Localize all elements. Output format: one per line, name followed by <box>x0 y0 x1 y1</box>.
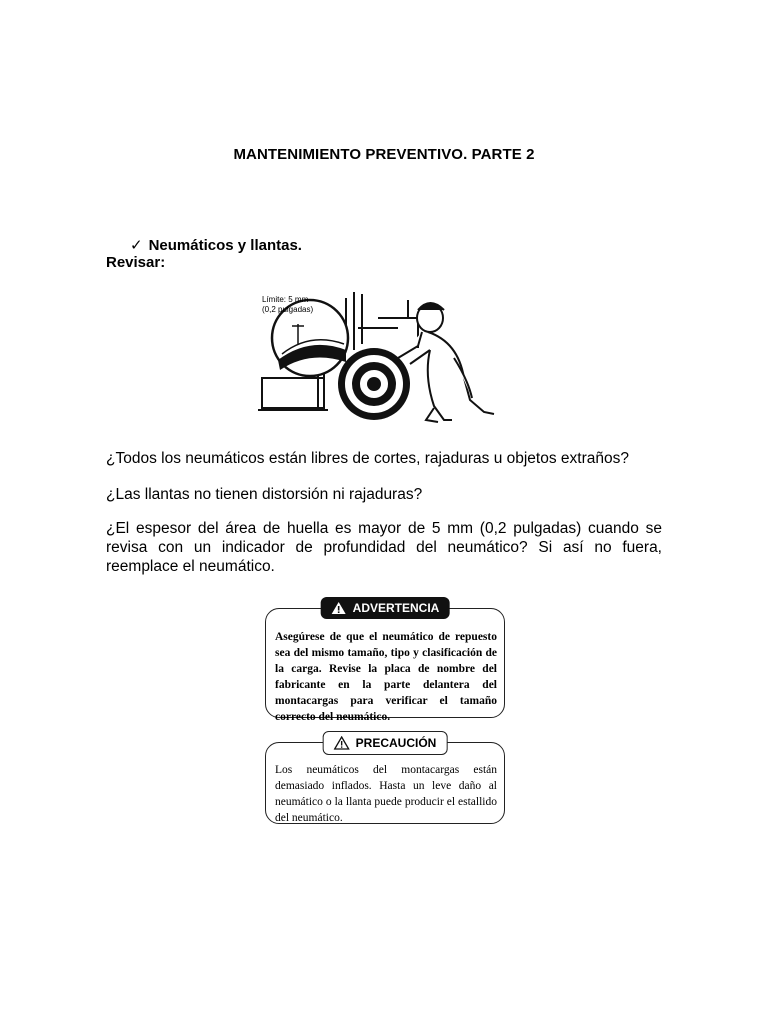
question-1: ¿Todos los neumáticos están libres de cortes, rajaduras u objetos extraños? <box>106 450 629 467</box>
warning-banner <box>321 597 450 619</box>
caution-box <box>265 736 505 824</box>
caution-text: Los neumáticos del montacargas están demasiado inflados. Hasta un leve daño al neumático o la llanta puede producir el estallido del neumático. <box>275 764 497 824</box>
warning-label: ADVERTENCIA <box>352 601 440 615</box>
tire-drawing <box>338 348 410 420</box>
limit-label-2: (0,2 pulgadas) <box>262 305 314 314</box>
limit-label-1: Límite: 5 mm <box>262 295 309 304</box>
caution-label: PRECAUCIÓN <box>355 736 437 750</box>
page-title: MANTENIMIENTO PREVENTIVO. PARTE 2 <box>233 146 535 163</box>
warning-triangle-icon <box>334 736 350 750</box>
warning-text: Asegúrese de que el neumático de repuesto sea del mismo tamaño, tipo y clasificación de la carga. Revise la placa de nombre del fabricante en la parte delantera del montacargas para verificar el tamaño correcto del neumático. <box>275 631 497 723</box>
check-icon: ✓ <box>130 237 143 254</box>
tire-inspection-illustration <box>258 288 504 434</box>
warning-box <box>265 601 505 723</box>
caution-banner <box>323 731 448 755</box>
question-2: ¿Las llantas no tienen distorsión ni rajaduras? <box>106 486 423 503</box>
section-heading-text: Neumáticos y llantas. <box>148 237 302 254</box>
section-heading <box>130 236 302 254</box>
mechanic-drawing <box>398 303 494 422</box>
question-3: ¿El espesor del área de huella es mayor de 5 mm (0,2 pulgadas) cuando se revisa con un indicador de profundidad del neumático? Si así no fuera, reemplace el neumático. <box>106 520 662 575</box>
revisar-label: Revisar: <box>106 254 166 271</box>
warning-triangle-icon <box>331 601 347 615</box>
